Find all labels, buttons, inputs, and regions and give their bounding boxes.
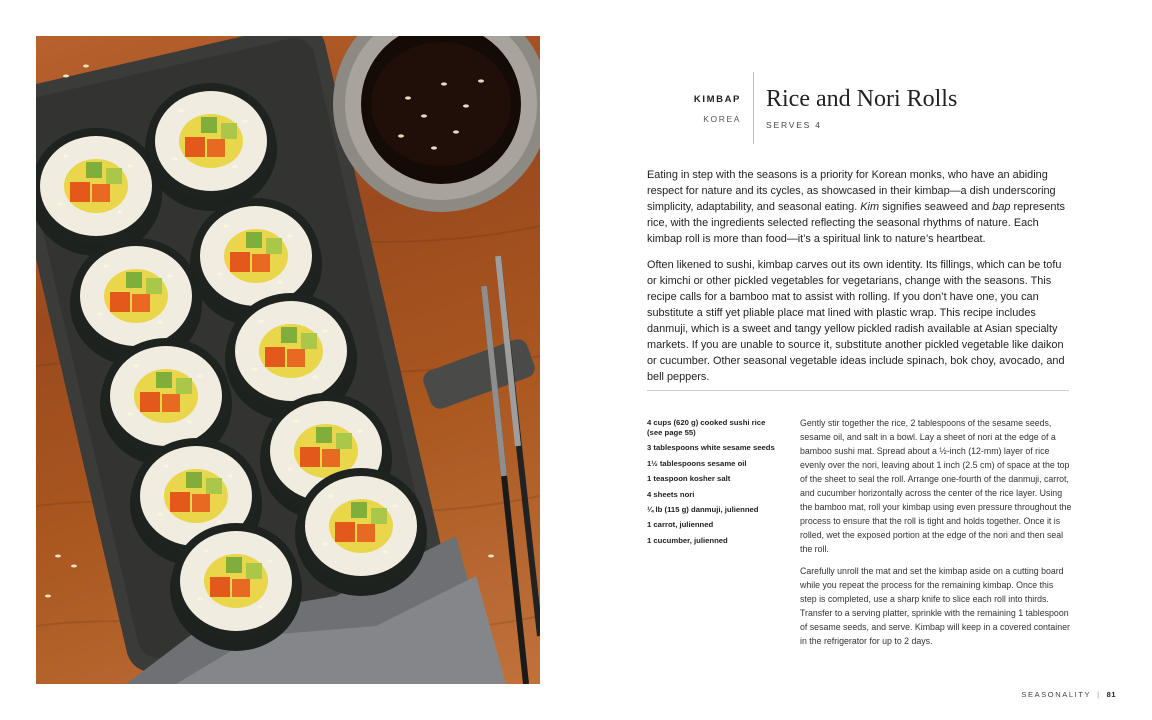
kimbap-slice [145,83,277,211]
ingredient-item: ¼ lb (115 g) danmuji, julienned [647,504,759,514]
ingredient-item: 1 cucumber, julienned [647,535,728,545]
recipe-serves: SERVES 4 [766,120,822,130]
header-divider [753,72,754,144]
ingredient-item: 1½ tablespoons sesame oil [647,458,747,468]
ingredient-item: 4 cups (620 g) cooked sushi rice (see page 55) [647,418,766,437]
method-step: Carefully unroll the mat and set the kimbap aside on a cutting board while you repeat the process for the remaining kimbap. Once this step is completed, use a sharp knife to slice each roll into thirds. Transfer to a serving platter, sprinkle with the remaining 1 tablespoon of sesame seeds, and serve. Kimbap will keep in a covered container in the refrigerator for up to 2 days. [800,566,1070,646]
recipe-origin [694,94,741,124]
page-number: 81 [1106,690,1116,699]
ingredient-item: 1 teaspoon kosher salt [647,474,731,484]
kimbap-illustration [36,36,540,684]
intro-paragraph: Eating in step with the seasons is a priority for Korean monks, who have an abiding respect for nature and its cycles, as showcased in their kimbap—a dish underscoring simplicity, adaptability, and seasonal eating. Kim signifies seaweed and bap represents rice, with the ingredients selected reflecting the seasonal rhythms of nature. Each kimbap roll is more than food—it’s a spiritual link to nature’s heartbeat. [647,169,1065,245]
chopsticks [484,256,540,684]
soy-sauce-bowl [333,36,540,212]
page-footer [1021,690,1116,699]
kimbap-slice [295,468,427,596]
method-step: Gently stir together the rice, 2 tablespoons of the sesame seeds, sesame oil, and salt in a bowl. Lay a sheet of nori at the edge of a bamboo sushi mat. Spread about a ½-inch (12-mm) layer of rice evenly over the nori, leaving about 1 inch (2.5 cm) of space at the top of the sheet to seal the roll. Arrange one-fourth of the danmuji, carrot, and cucumber horizontally across the center of the rice layer. Using the bamboo mat, roll your kimbap using even pressure throughout the process to ensure that the roll is tight and holds together. Once it is rolled, wet the exposed portion at the edge of the nori and then seal the roll. [800,418,1072,554]
recipe-method [800,416,1072,656]
ingredient-item: 4 sheets nori [647,489,695,499]
ingredient-item: 3 tablespoons white sesame seeds [647,443,775,453]
kimbap-photo [36,36,540,684]
recipe-country: KOREA [703,114,741,124]
recipe-title: Rice and Nori Rolls [766,86,958,112]
recipe-kicker: KIMBAP [693,94,741,105]
footer-separator: | [1097,690,1101,699]
chopstick-rest [420,336,537,411]
section-name: SEASONALITY [1021,690,1092,699]
kimbap-slice [170,523,302,651]
kimbap-slice [36,128,162,256]
ingredient-list [647,418,777,551]
ingredient-item: 1 carrot, julienned [647,520,714,530]
recipe-intro [647,167,1071,395]
intro-paragraph: Often likened to sushi, kimbap carves out its own identity. Its fillings, which can be tofu or kimchi or other pickled vegetables for vegetarians, change with the seasons. This recipe calls for a bamboo mat to assist with rolling. If you don’t have one, you can substitute a stiff yet pliable place mat lined with plastic wrap. This recipe includes danmuji, which is a sweet and tangy yellow pickled radish available at Asian specialty markets. If you are unable to source it, substitute another pickled vegetable like daikon or cucumber. Other seasonal vegetable ideas include spinach, bok choy, avocado, and bell peppers. [647,259,1065,383]
section-divider [647,390,1069,391]
